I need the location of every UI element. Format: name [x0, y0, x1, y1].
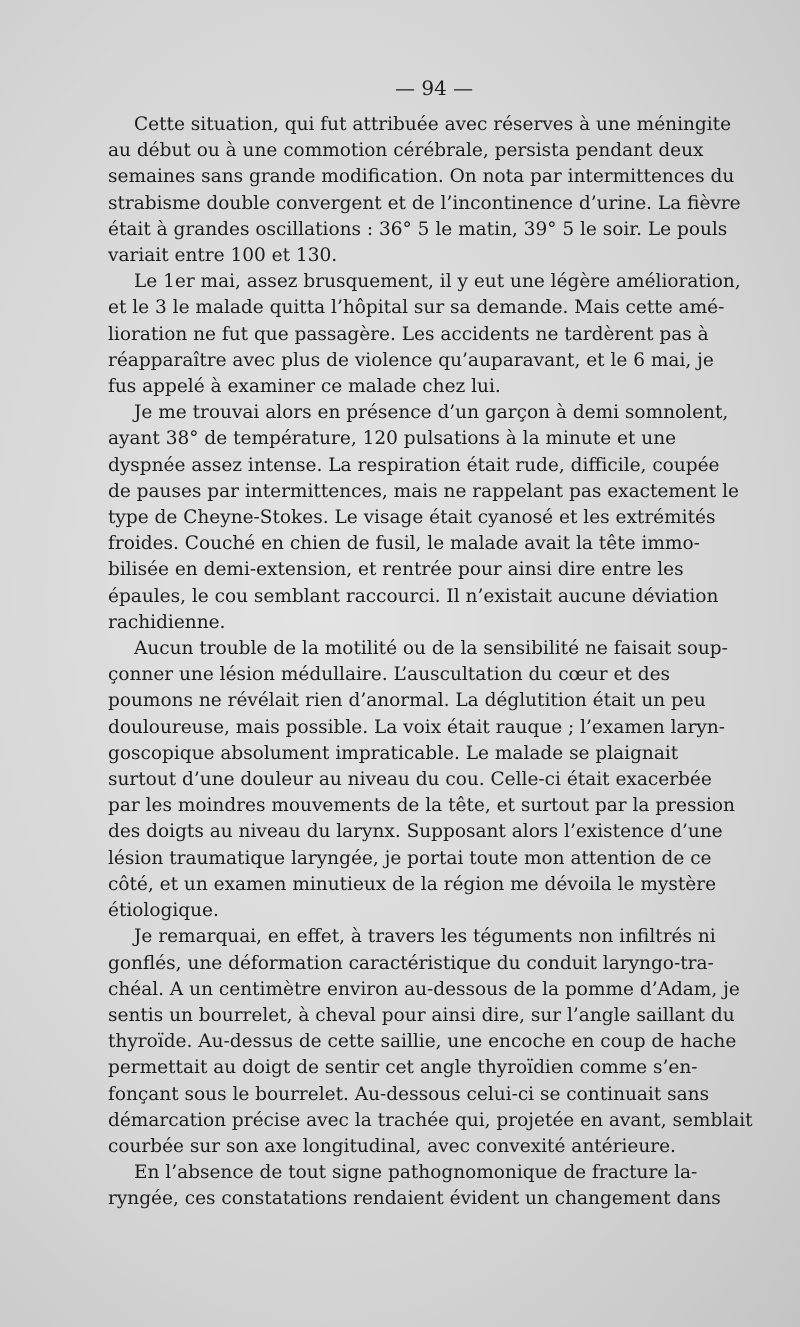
text-line: semaines sans grande modification. On nota par intermittences du: [108, 166, 735, 188]
text-line: Je remarquai, en effet, à travers les téguments non infiltrés ni: [134, 926, 716, 948]
text-line: Je me trouvai alors en présence d’un garçon à demi somnolent,: [134, 402, 729, 424]
text-line: lésion traumatique laryngée, je portai toute mon attention de ce: [108, 847, 712, 869]
text-line: ayant 38° de température, 120 pulsations à la minute et une: [108, 428, 677, 450]
page-number: — 94 —: [395, 76, 474, 100]
paragraph-5: [108, 924, 760, 1160]
text-line: thyroïde. Au-dessus de cette saillie, une encoche en coup de hache: [108, 1031, 737, 1053]
text-line: Cette situation, qui fut attribuée avec réserves à une méningite: [134, 114, 732, 135]
text-line: strabisme double convergent et de l’incontinence d’urine. La fièvre: [108, 192, 741, 214]
paragraph-2: [108, 269, 760, 400]
text-line: épaules, le cou semblant raccourci. Il n’existait aucune déviation: [108, 585, 719, 607]
paragraph-1: [108, 112, 760, 269]
paragraph-6: [108, 1160, 760, 1212]
text-line: Le 1er mai, assez brusquement, il y eut une légère amélioration,: [134, 271, 741, 293]
text-line: fonçant sous le bourrelet. Au-dessous celui-ci se continuait sans: [108, 1083, 710, 1105]
body-text: [108, 112, 760, 1213]
text-line: rachidienne.: [108, 611, 226, 633]
text-line: fus appelé à examiner ce malade chez lui.: [108, 376, 501, 398]
text-line: variait entre 100 et 130.: [108, 245, 338, 267]
text-line: surtout d’une douleur au niveau du cou. Celle-ci était exacerbée: [108, 769, 712, 791]
text-line: sentis un bourrelet, à cheval pour ainsi dire, sur l’angle saillant du: [108, 1004, 735, 1026]
text-line: était à grandes oscillations : 36° 5 le matin, 39° 5 le soir. Le pouls: [108, 218, 728, 240]
text-line: douloureuse, mais possible. La voix était rauque ; l’examen laryn-: [108, 716, 726, 738]
text-line: côté, et un examen minutieux de la région me dévoila le mystère: [108, 873, 717, 895]
text-line: çonner une lésion médullaire. L’auscultation du cœur et des: [108, 664, 671, 686]
text-line: chéal. A un centimètre environ au-dessous de la pomme d’Adam, je: [108, 978, 740, 1000]
text-line: dyspnée assez intense. La respiration était rude, difficile, coupée: [108, 454, 720, 476]
text-line: ryngée, ces constatations rendaient évident un changement dans: [108, 1188, 721, 1210]
text-line: au début ou à une commotion cérébrale, persista pendant deux: [108, 140, 704, 162]
text-line: par les moindres mouvements de la tête, et surtout par la pression: [108, 795, 735, 817]
text-line: de pauses par intermittences, mais ne rappelant pas exactement le: [108, 480, 739, 502]
text-line: et le 3 le malade quitta l’hôpital sur sa demande. Mais cette amé-: [108, 297, 725, 319]
text-line: gonflés, une déformation caractéristique du conduit laryngo-tra-: [108, 952, 714, 974]
text-line: réapparaître avec plus de violence qu’auparavant, et le 6 mai, je: [108, 349, 714, 371]
text-line: démarcation précise avec la trachée qui, projetée en avant, semblait: [108, 1109, 753, 1131]
text-line: Aucun trouble de la motilité ou de la sensibilité ne faisait soup-: [134, 638, 728, 660]
text-line: courbée sur son axe longitudinal, avec convexité antérieure.: [108, 1135, 676, 1157]
text-line: bilisée en demi-extension, et rentrée pour ainsi dire entre les: [108, 559, 684, 581]
text-line: lioration ne fut que passagère. Les accidents ne tardèrent pas à: [108, 323, 709, 345]
text-line: froides. Couché en chien de fusil, le malade avait la tête immo-: [108, 533, 700, 555]
text-line: permettait au doigt de sentir cet angle thyroïdien comme s’en-: [108, 1057, 698, 1079]
text-line: étiologique.: [108, 900, 219, 922]
paragraph-3: [108, 400, 760, 636]
text-line: poumons ne révélait rien d’anormal. La déglutition était un peu: [108, 690, 706, 712]
text-line: goscopique absolument impraticable. Le malade se plaignait: [108, 742, 679, 764]
text-line: En l’absence de tout signe pathognomonique de fracture la-: [134, 1162, 698, 1184]
text-line: type de Cheyne-Stokes. Le visage était cyanosé et les extrémités: [108, 507, 716, 529]
paragraph-4: [108, 636, 760, 924]
text-line: des doigts au niveau du larynx. Supposant alors l’existence d’une: [108, 821, 723, 843]
